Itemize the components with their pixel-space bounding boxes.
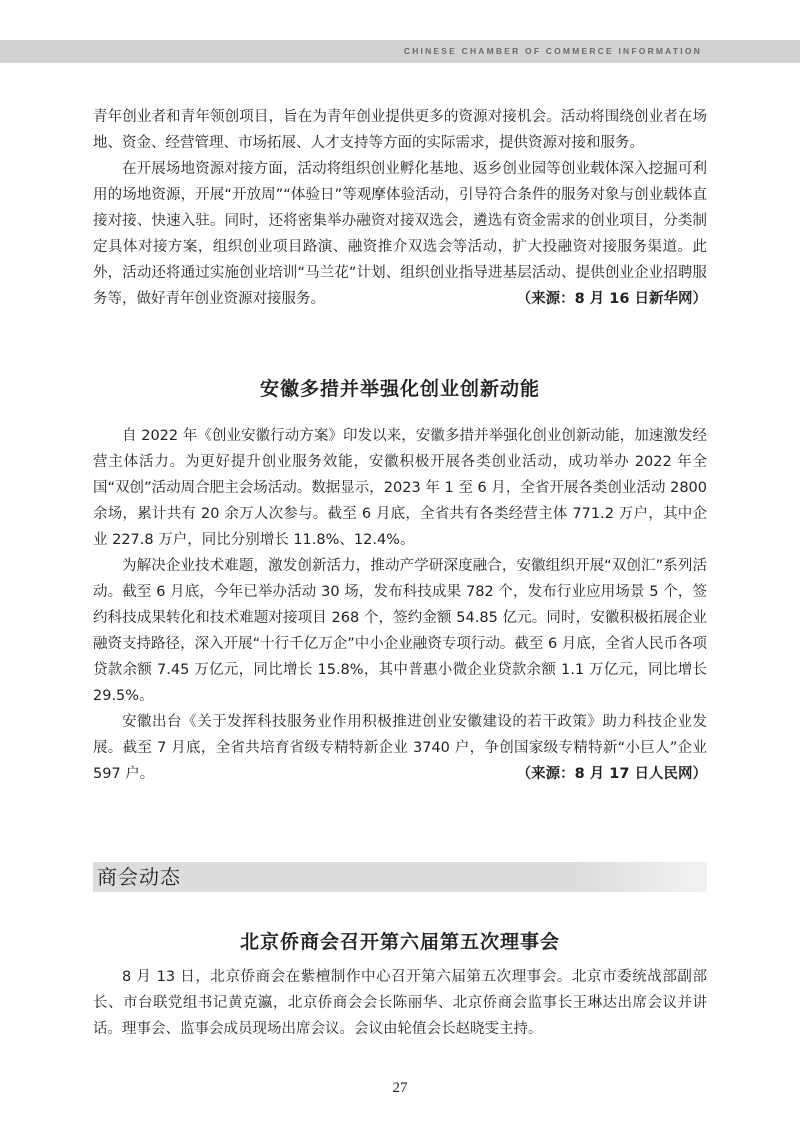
paragraph: 在开展场地资源对接方面，活动将组织创业孵化基地、返乡创业园等创业载体深入挖掘可利用的场地资源，开展“开放周”“体验日”等观摩体验活动，引导符合条件的服务对象与创业载体直接对接、快速入驻。同时，还将密集举办融资对接双选会，遴选有资金需求的创业项目，分类制定具体对接方案，组织创业项目路演、融资推介双选会等活动，扩大投融资对接服务渠道。此外，活动还将通过实施创业培训“马兰花”计划、组织创业指导进基层活动、提供创业企业招聘服务等，做好青年创业资源对接服务。 （来源：8 月 16 日新华网）	[93, 156, 707, 312]
paragraph: 安徽出台《关于发挥科技服务业作用积极推进创业安徽建设的若干政策》助力科技企业发展。截至 7 月底，全省共培育省级专精特新企业 3740 户，争创国家级专精特新“小巨人”企业 597 户。 （来源：8 月 17 日人民网）	[93, 709, 707, 787]
section-band	[93, 862, 707, 892]
running-header: CHINESE CHAMBER OF COMMERCE INFORMATION	[403, 46, 702, 56]
paragraph: 青年创业者和青年领创项目，旨在为青年创业提供更多的资源对接机会。活动将围绕创业者在场地、资金、经营管理、市场拓展、人才支持等方面的实际需求，提供资源对接和服务。	[93, 109, 707, 151]
article-body	[93, 423, 707, 787]
article-title: 安徽多措并举强化创业创新动能	[259, 378, 540, 400]
paragraph: 8 月 13 日，北京侨商会在紫檀制作中心召开第六届第五次理事会。北京市委统战部副部长、市台联党组书记黄克瀛，北京侨商会会长陈丽华、北京侨商会监事长王琳达出席会议并讲话。理事会、监事会成员现场出席会议。会议由轮值会长赵晓雯主持。	[93, 969, 707, 1037]
article-continuation	[93, 104, 707, 312]
page-number: 27	[392, 1080, 408, 1096]
article-body	[93, 964, 707, 1042]
section-heading: 商会动态	[97, 865, 181, 889]
paragraph: 为解决企业技术难题，激发创新活力，推动产学研深度融合，安徽组织开展“双创汇”系列活动。截至 6 月底，今年已举办活动 30 场，发布科技成果 782 个，发布行业应用场景 5 个，签约科技成果转化和技术难题对接项目 268 个，签约金额 54.85 亿元。同时，安徽积极拓展企业融资支持路径，深入开展“十行千亿万企”中小企业融资专项行动。截至 6 月底，全省人民币各项贷款余额 7.45 万亿元，同比增长 15.8%，其中普惠小微企业贷款余额 1.1 万亿元，同比增长 29.5%。	[93, 558, 707, 704]
article-title: 北京侨商会召开第六届第五次理事会	[239, 931, 560, 953]
source-citation: （来源：8 月 17 日人民网）	[516, 766, 707, 782]
source-citation: （来源：8 月 16 日新华网）	[516, 291, 707, 307]
paragraph: 自 2022 年《创业安徽行动方案》印发以来，安徽多措并举强化创业创新动能，加速激发经营主体活力。为更好提升创业服务效能，安徽积极开展各类创业活动，成功举办 2022 年全国“双创”活动周合肥主会场活动。数据显示，2023 年 1 至 6 月，全省开展各类创业活动 2800 余场，累计共有 20 余万人次参与。截至 6 月底，全省共有各类经营主体 771.2 万户，其中企业 227.8 万户，同比分别增长 11.8%、12.4%。	[93, 428, 707, 548]
